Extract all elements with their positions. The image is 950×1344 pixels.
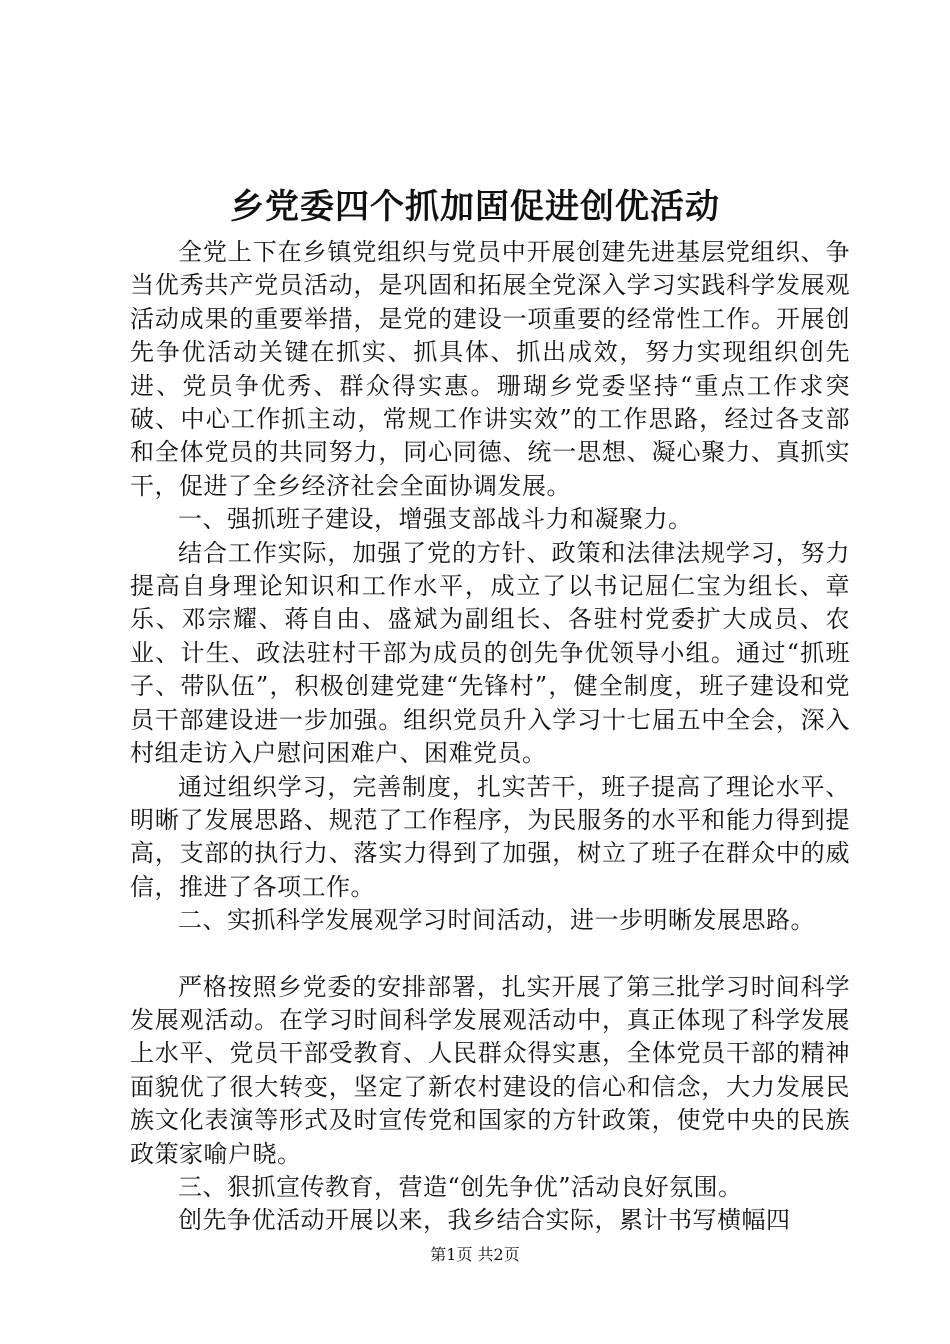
- section-heading-2: 二、实抓科学发展观学习时间活动，进一步明晰发展思路。: [178, 906, 815, 935]
- paragraph-section-1-result: 通过组织学习，完善制度，扎实苦干，班子提高了理论水平、明晰了发展思路、规范了工作程序，为民服务的水平和能力得到提高，支部的执行力、落实力得到了加强，树立了班子在群众中的威信，推进了各项工作。: [130, 772, 850, 901]
- section-heading-3: 三、狠抓宣传教育，营造“创先争优”活动良好氛围。: [178, 1172, 743, 1201]
- document-body: [130, 236, 850, 1238]
- paragraph-section-2: 严格按照乡党委的安排部署，扎实开展了第三批学习时间科学发展观活动。在学习时间科学发展观活动中，真正体现了科学发展上水平、党员干部受教育、人民群众得实惠，全体党员干部的精神面貌优了很大转变，坚定了新农村建设的信心和信念，大力发展民族文化表演等形式及时宣传党和国家的方针政策，使党中央的民族政策家喻户晓。: [130, 972, 850, 1168]
- paragraph-section-1: 结合工作实际，加强了党的方针、政策和法律法规学习，努力提高自身理论知识和工作水平，成立了以书记屈仁宝为组长、章乐、邓宗耀、蒋自由、盛斌为副组长、各驻村党委扩大成员、农业、计生、政法驻村干部为成员的创先争优领导小组。通过“抓班子、带队伍”，积极创建党建“先锋村”，健全制度，班子建设和党员干部建设进一步加强。组织党员升入学习十七届五中全会，深入村组走访入户慰问困难户、困难党员。: [130, 538, 850, 768]
- page-number-footer: 第1页 共2页: [430, 1245, 520, 1264]
- section-heading-1: 一、强抓班子建设，增强支部战斗力和凝聚力。: [178, 505, 693, 534]
- paragraph-intro: 全党上下在乡镇党组织与党员中开展创建先进基层党组织、争当优秀共产党员活动，是巩固和拓展全党深入学习实践科学发展观活动成果的重要举措，是党的建设一项重要的经常性工作。开展创先争优活动关键在抓实、抓具体、抓出成效，努力实现组织创先进、党员争优秀、群众得实惠。珊瑚乡党委坚持“重点工作求突破、中心工作抓主动，常规工作讲实效”的工作思路，经过各支部和全体党员的共同努力，同心同德、统一思想、凝心聚力、真抓实干，促进了全乡经济社会全面协调发展。: [130, 238, 850, 500]
- paragraph-section-3: 创先争优活动开展以来，我乡结合实际，累计书写横幅四: [178, 1206, 791, 1235]
- document-title: 乡党委四个抓加固促进创优活动: [230, 187, 720, 227]
